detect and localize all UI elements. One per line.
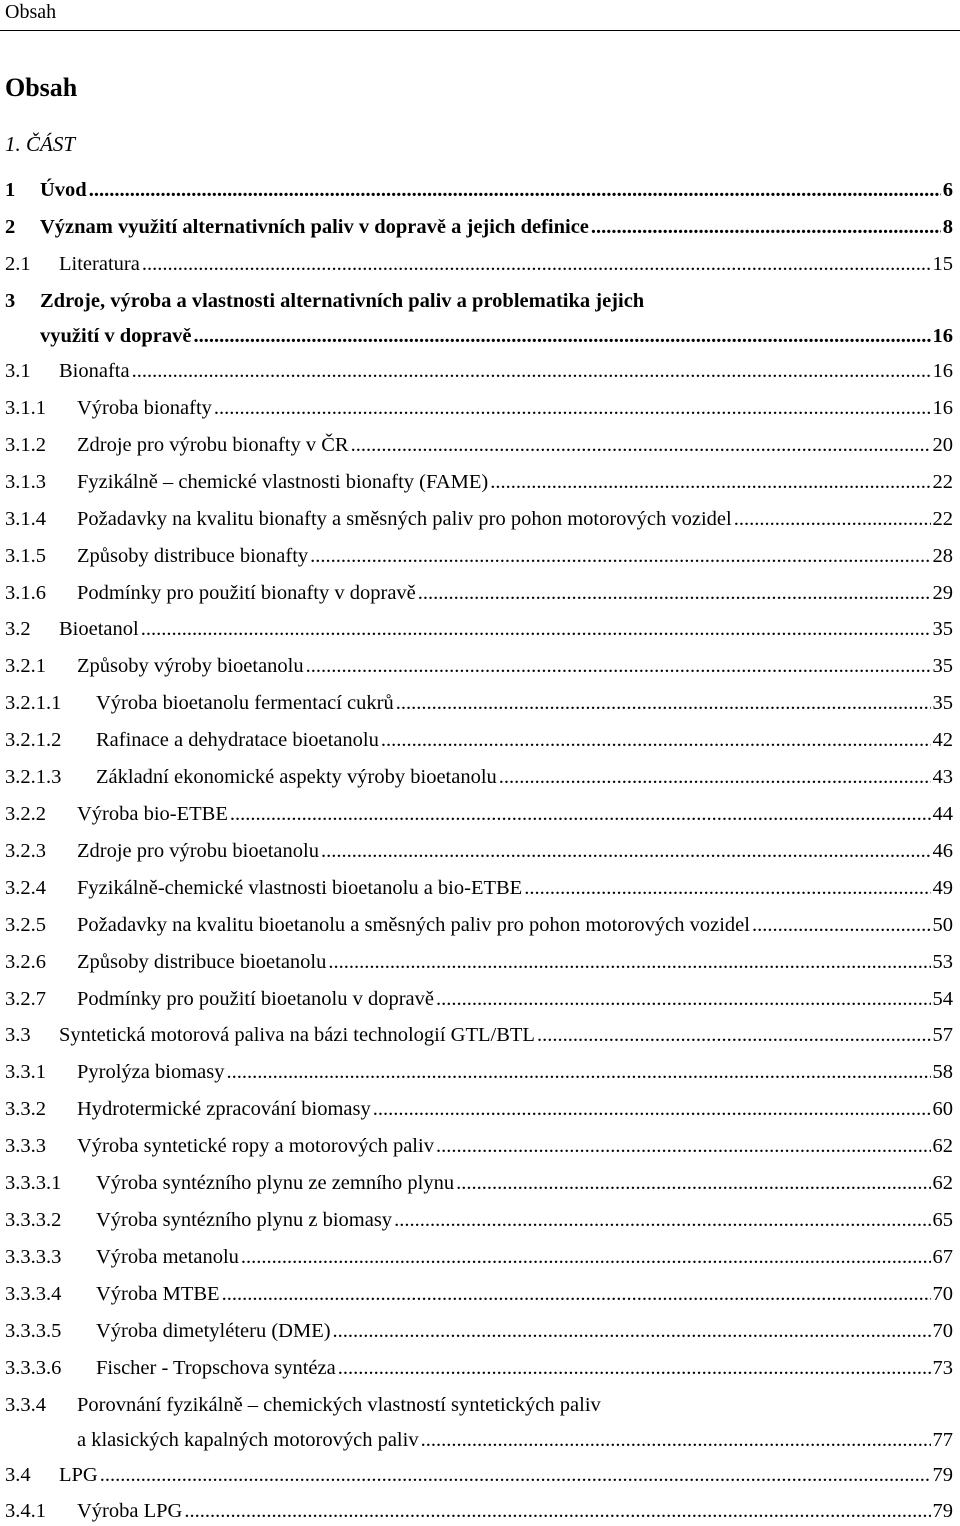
toc-entry-title: Fischer - Tropschova syntéza	[96, 1357, 336, 1379]
toc-entry[interactable]	[0, 1462, 960, 1488]
dot-leader	[100, 1462, 931, 1488]
toc-entry-title: Způsoby distribuce bioetanolu	[77, 951, 327, 973]
toc-entry[interactable]	[0, 801, 960, 827]
toc-entry-page: 70	[932, 1320, 953, 1342]
toc-entry-title: LPG	[59, 1464, 98, 1486]
toc-entry-number: 3.3	[5, 1024, 31, 1046]
toc-entry[interactable]	[0, 690, 960, 716]
toc-entry[interactable]	[0, 543, 960, 569]
toc-entry-page: 28	[932, 545, 953, 567]
dot-leader	[230, 801, 931, 827]
toc-entry-title: Způsoby výroby bioetanolu	[77, 655, 304, 677]
toc-entry-number: 3	[5, 290, 16, 312]
toc-entry[interactable]	[0, 1318, 960, 1344]
toc-entry[interactable]	[0, 580, 960, 606]
toc-entry-title: Výroba bioetanolu fermentací cukrů	[96, 692, 394, 714]
toc-entry-title: Fyzikálně – chemické vlastnosti bionafty (FAME)	[77, 471, 489, 493]
toc-entry-title: Zdroje pro výrobu bioetanolu	[77, 840, 319, 862]
toc-entry-title-continued: využití v dopravě	[40, 325, 192, 347]
toc-entry[interactable]	[0, 1392, 960, 1451]
toc-entry[interactable]	[0, 177, 960, 203]
dot-leader	[396, 690, 931, 716]
toc-entry-title: Výroba LPG	[77, 1500, 183, 1522]
toc-entry-number: 1	[5, 179, 16, 201]
toc-entry[interactable]	[0, 251, 960, 277]
toc-entry-title: Bionafta	[59, 360, 130, 382]
toc-entry-number: 2	[5, 216, 16, 238]
dot-leader	[241, 1244, 931, 1270]
toc-entry-number: 3.1.3	[5, 471, 46, 493]
toc-entry-page: 44	[932, 803, 953, 825]
toc-entry-page: 67	[932, 1246, 953, 1268]
toc-entry-page: 70	[932, 1283, 953, 1305]
toc-entry-page: 46	[932, 840, 953, 862]
toc-entry[interactable]	[0, 727, 960, 753]
dot-leader	[381, 727, 931, 753]
dot-leader	[418, 580, 931, 606]
toc-entry-title: Výroba syntézního plynu z biomasy	[96, 1209, 393, 1231]
toc-entry[interactable]	[0, 1355, 960, 1381]
toc-entry-title: Syntetická motorová paliva na bázi technologií GTL/BTL	[59, 1024, 535, 1046]
toc-entry-page: 22	[932, 471, 953, 493]
document-title: Obsah	[5, 73, 78, 102]
toc-entry-page: 35	[932, 618, 953, 640]
toc-entry-page: 43	[932, 766, 953, 788]
toc-entry[interactable]	[0, 986, 960, 1012]
dot-leader	[306, 653, 931, 679]
toc-entry-number: 3.4	[5, 1464, 31, 1486]
toc-entry-page: 54	[932, 988, 953, 1010]
toc-entry-title: Zdroje pro výrobu bionafty v ČR	[77, 434, 349, 456]
dot-leader	[89, 177, 941, 203]
toc-entry-page: 49	[932, 877, 953, 899]
toc-entry-number: 2.1	[5, 253, 31, 275]
toc-entry[interactable]	[0, 764, 960, 790]
toc-entry-title: Rafinace a dehydratace bioetanolu	[96, 729, 379, 751]
toc-entry[interactable]	[0, 432, 960, 458]
toc-entry-page: 62	[932, 1135, 953, 1157]
toc-entry[interactable]	[0, 469, 960, 495]
dot-leader	[321, 838, 931, 864]
toc-entry-page: 35	[932, 692, 953, 714]
toc-entry-page: 20	[932, 434, 953, 456]
dot-leader	[226, 1059, 930, 1085]
toc-entry-page: 35	[932, 655, 953, 677]
toc-entry-page: 73	[932, 1357, 953, 1379]
toc-entry-title: Výroba syntetické ropy a motorových paliv	[77, 1135, 434, 1157]
dot-leader	[524, 875, 930, 901]
toc-entry-title: Způsoby distribuce bionafty	[77, 545, 309, 567]
toc-entry-page: 6	[942, 179, 953, 201]
toc-entry[interactable]	[0, 875, 960, 901]
toc-entry[interactable]	[0, 912, 960, 938]
toc-entry-number: 3.2.1.1	[5, 692, 62, 714]
dot-leader	[222, 1281, 931, 1307]
toc-entry-title: Výroba syntézního plynu ze zemního plynu	[96, 1172, 455, 1194]
dot-leader	[394, 1207, 930, 1233]
dot-leader	[591, 214, 941, 240]
dot-leader	[499, 764, 931, 790]
toc-entry-page: 29	[932, 582, 953, 604]
toc-entry[interactable]	[0, 288, 960, 347]
toc-entry[interactable]	[0, 358, 960, 384]
toc-entry-title: Podmínky pro použití bioetanolu v dopravě	[77, 988, 434, 1010]
toc-entry-number: 3.2.6	[5, 951, 46, 973]
toc-entry[interactable]	[0, 1281, 960, 1307]
toc-entry-title: Porovnání fyzikálně – chemických vlastností syntetických paliv	[77, 1394, 601, 1416]
toc-entry-number: 3.2.1.3	[5, 766, 62, 788]
toc-entry-number: 3.3.3.6	[5, 1357, 62, 1379]
dot-leader	[421, 1427, 931, 1453]
toc-entry-number: 3.3.3	[5, 1135, 46, 1157]
toc-entry-title: Bioetanol	[59, 618, 139, 640]
toc-entry[interactable]	[0, 506, 960, 532]
toc-entry-title: Požadavky na kvalitu bionafty a směsných paliv pro pohon motorových vozidel	[77, 508, 732, 530]
dot-leader	[184, 1498, 930, 1524]
toc-entry-page: 77	[932, 1429, 953, 1451]
toc-entry-title: Požadavky na kvalitu bioetanolu a směsných paliv pro pohon motorových vozidel	[77, 914, 750, 936]
toc-entry-page: 58	[932, 1061, 953, 1083]
toc-entry-page: 15	[932, 253, 953, 275]
toc-entry-number: 3.1.5	[5, 545, 46, 567]
toc-entry-number: 3.1	[5, 360, 31, 382]
toc-entry[interactable]	[0, 1096, 960, 1122]
header-rule	[0, 30, 960, 31]
toc-entry-title: Pyrolýza biomasy	[77, 1061, 225, 1083]
toc-entry-title: Podmínky pro použití bionafty v dopravě	[77, 582, 416, 604]
dot-leader	[132, 358, 931, 384]
toc-entry-title: Úvod	[40, 179, 87, 201]
toc-entry-title: Zdroje, výroba a vlastnosti alternativních paliv a problematika jejich	[40, 290, 645, 312]
toc-entry-title: Výroba bionafty	[77, 397, 212, 419]
toc-entry-number: 3.3.3.4	[5, 1283, 62, 1305]
toc-entry[interactable]	[0, 1133, 960, 1159]
toc-entry-page: 16	[932, 325, 953, 347]
toc-entry-number: 3.3.3.1	[5, 1172, 62, 1194]
toc-entry-page: 8	[942, 216, 953, 238]
toc-entry-number: 3.3.3.2	[5, 1209, 62, 1231]
toc-entry-number: 3.3.4	[5, 1394, 46, 1416]
toc-entry-number: 3.1.2	[5, 434, 46, 456]
toc-entry-title: Hydrotermické zpracování biomasy	[77, 1098, 371, 1120]
dot-leader	[436, 986, 931, 1012]
toc-entry-page: 79	[932, 1500, 953, 1522]
toc-entry-number: 3.1.4	[5, 508, 46, 530]
toc-entry-page: 22	[932, 508, 953, 530]
dot-leader	[333, 1318, 931, 1344]
toc-entry[interactable]	[0, 949, 960, 975]
toc-entry-page: 79	[932, 1464, 953, 1486]
dot-leader	[490, 469, 930, 495]
toc-entry-number: 3.2.2	[5, 803, 46, 825]
dot-leader	[537, 1022, 931, 1048]
toc-entry[interactable]	[0, 1022, 960, 1048]
dot-leader	[436, 1133, 931, 1159]
part-label: 1. ČÁST	[5, 132, 76, 156]
toc-entry-number: 3.2.4	[5, 877, 46, 899]
toc-entry-page: 57	[932, 1024, 953, 1046]
toc-entry[interactable]	[0, 1244, 960, 1270]
toc-entry-number: 3.2.1.2	[5, 729, 62, 751]
toc-entry-title: Význam využití alternativních paliv v dopravě a jejich definice	[40, 216, 589, 238]
toc-entry[interactable]	[0, 1498, 960, 1524]
toc-entry-page: 60	[932, 1098, 953, 1120]
dot-leader	[338, 1355, 931, 1381]
toc-entry-number: 3.1.6	[5, 582, 46, 604]
dot-leader	[456, 1170, 930, 1196]
toc-entry-number: 3.3.2	[5, 1098, 46, 1120]
toc-entry-page: 53	[932, 951, 953, 973]
toc-entry[interactable]	[0, 1059, 960, 1085]
dot-leader	[193, 323, 930, 349]
toc-entry[interactable]	[0, 214, 960, 240]
toc-entry-number: 3.2.7	[5, 988, 46, 1010]
toc-entry-number: 3.2.3	[5, 840, 46, 862]
toc-entry-number: 3.2	[5, 618, 31, 640]
toc-entry[interactable]	[0, 616, 960, 642]
toc-entry-number: 3.1.1	[5, 397, 46, 419]
toc-entry[interactable]	[0, 1170, 960, 1196]
dot-leader	[351, 432, 931, 458]
toc-entry-page: 50	[932, 914, 953, 936]
toc-entry-page: 42	[932, 729, 953, 751]
toc-entry-number: 3.2.1	[5, 655, 46, 677]
toc-entry-page: 65	[932, 1209, 953, 1231]
toc-entry[interactable]	[0, 838, 960, 864]
toc-entry-number: 3.3.3.5	[5, 1320, 62, 1342]
toc-entry-number: 3.2.5	[5, 914, 46, 936]
toc-entry-number: 3.3.1	[5, 1061, 46, 1083]
toc-entry-number: 3.4.1	[5, 1500, 46, 1522]
dot-leader	[310, 543, 930, 569]
toc-entry-title: Výroba dimetyléteru (DME)	[96, 1320, 331, 1342]
dot-leader	[752, 912, 931, 938]
toc-entry-title: Výroba MTBE	[96, 1283, 220, 1305]
toc-entry-number: 3.3.3.3	[5, 1246, 62, 1268]
dot-leader	[373, 1096, 931, 1122]
dot-leader	[142, 251, 931, 277]
toc-entry[interactable]	[0, 1207, 960, 1233]
dot-leader	[214, 395, 931, 421]
dot-leader	[141, 616, 931, 642]
toc-entry-page: 16	[932, 360, 953, 382]
toc-entry[interactable]	[0, 653, 960, 679]
toc-entry-title: Fyzikálně-chemické vlastnosti bioetanolu a bio-ETBE	[77, 877, 523, 899]
toc-entry-title: Výroba metanolu	[96, 1246, 239, 1268]
toc-entry[interactable]	[0, 395, 960, 421]
toc-entry-page: 62	[932, 1172, 953, 1194]
running-header: Obsah	[5, 1, 57, 23]
toc-entry-title-continued: a klasických kapalných motorových paliv	[77, 1429, 419, 1451]
toc-entry-page: 16	[932, 397, 953, 419]
dot-leader	[734, 506, 931, 532]
dot-leader	[328, 949, 930, 975]
toc-entry-title: Základní ekonomické aspekty výroby bioetanolu	[96, 766, 497, 788]
toc-entry-title: Literatura	[59, 253, 140, 275]
toc-entry-title: Výroba bio-ETBE	[77, 803, 228, 825]
